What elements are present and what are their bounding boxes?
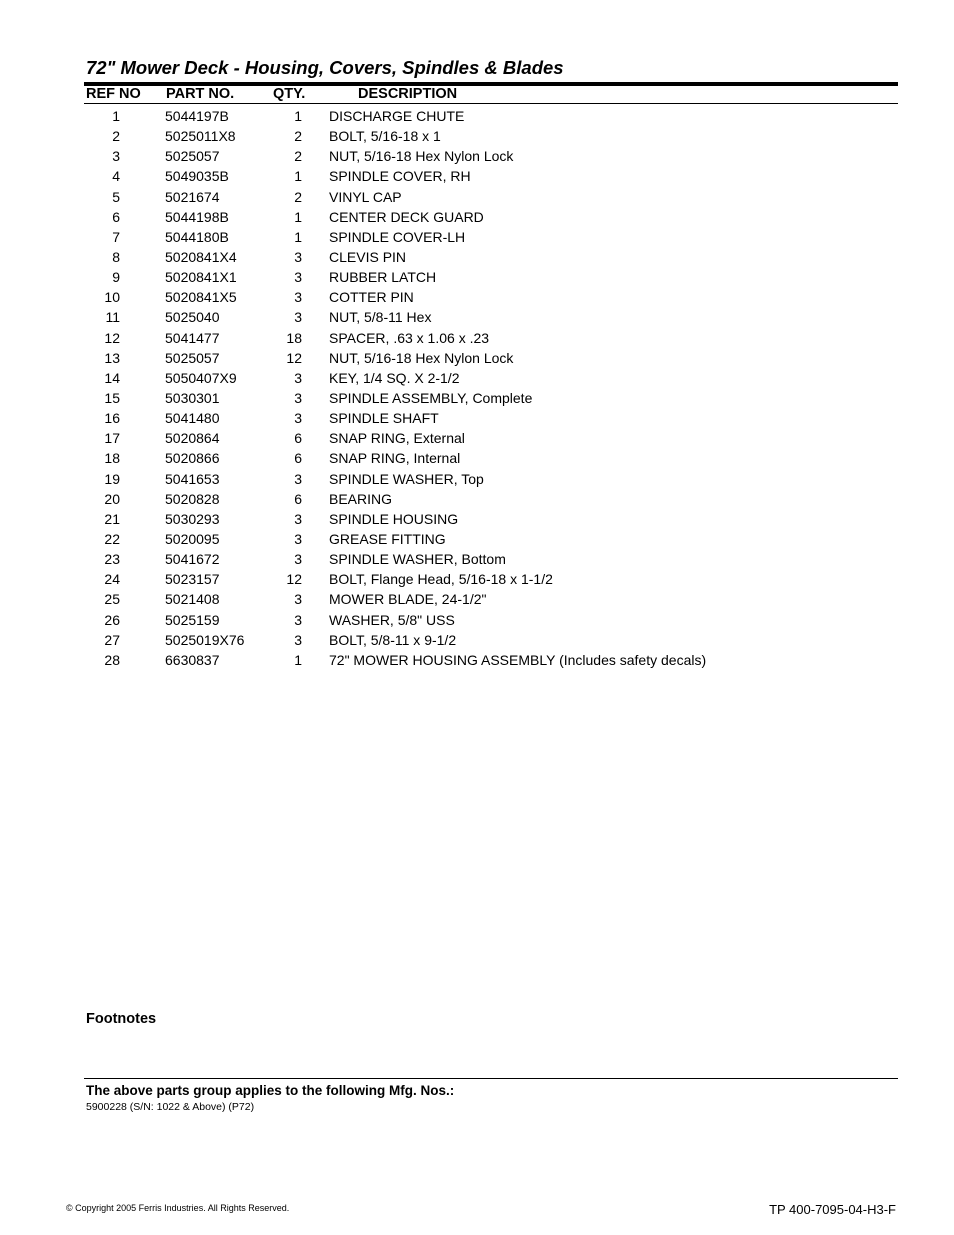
part-no-cell: 5020841X1 (165, 269, 237, 286)
description-cell: BEARING (329, 490, 393, 507)
part-no-cell: 5041653 (165, 470, 220, 487)
part-no-cell: 5025057 (165, 148, 220, 165)
description-cell: SPINDLE WASHER, Top (329, 470, 484, 487)
part-no-cell: 5020841X5 (165, 289, 237, 306)
ref-no-cell: 10 (104, 289, 120, 306)
part-no-cell: 5030293 (165, 510, 220, 527)
ref-no-cell: 20 (104, 490, 120, 507)
description-cell: BOLT, 5/16-18 x 1 (329, 128, 441, 145)
qty-cell: 6 (294, 430, 302, 447)
part-no-cell: 5025019X76 (165, 631, 245, 648)
part-no-cell: 5020095 (165, 530, 220, 547)
table-row (0, 349, 954, 369)
description-cell: SPINDLE HOUSING (329, 510, 459, 527)
qty-cell: 3 (294, 410, 302, 427)
table-row (0, 107, 954, 127)
qty-cell: 18 (286, 329, 302, 346)
part-no-cell: 5025057 (165, 349, 220, 366)
table-row (0, 389, 954, 409)
ref-no-cell: 8 (112, 248, 120, 265)
table-row (0, 308, 954, 328)
ref-no-cell: 11 (105, 309, 120, 326)
ref-no-cell: 22 (104, 530, 120, 547)
description-cell: 72" MOWER HOUSING ASSEMBLY (Includes safety decals) (329, 651, 707, 668)
qty-cell: 6 (294, 490, 302, 507)
table-row (0, 288, 954, 308)
header-description: DESCRIPTION (358, 86, 458, 102)
table-row (0, 369, 954, 389)
qty-cell: 1 (294, 208, 302, 225)
table-row (0, 188, 954, 208)
ref-no-cell: 16 (104, 410, 120, 427)
table-row (0, 208, 954, 228)
table-row (0, 429, 954, 449)
ref-no-cell: 19 (104, 470, 120, 487)
qty-cell: 3 (294, 551, 302, 568)
part-no-cell: 5021408 (165, 591, 220, 608)
qty-cell: 3 (294, 510, 302, 527)
mfg-numbers: 5900228 (S/N: 1022 & Above) (P72) (86, 1101, 255, 1113)
qty-cell: 3 (294, 289, 302, 306)
part-no-cell: 5044197B (165, 108, 229, 124)
qty-cell: 12 (286, 349, 302, 366)
ref-no-cell: 24 (104, 571, 120, 588)
qty-cell: 2 (294, 188, 302, 205)
ref-no-cell: 17 (104, 430, 120, 447)
qty-cell: 3 (294, 591, 302, 608)
description-cell: DISCHARGE CHUTE (329, 108, 465, 124)
ref-no-cell: 26 (104, 611, 120, 628)
part-no-cell: 5041477 (165, 329, 220, 346)
table-row (0, 268, 954, 288)
footnotes-heading: Footnotes (86, 1011, 157, 1027)
description-cell: SPINDLE COVER, RH (329, 168, 471, 185)
table-row (0, 570, 954, 590)
table-row (0, 530, 954, 550)
description-cell: NUT, 5/16-18 Hex Nylon Lock (329, 349, 514, 366)
description-cell: SPINDLE WASHER, Bottom (329, 551, 506, 568)
qty-cell: 2 (294, 148, 302, 165)
qty-cell: 3 (294, 389, 302, 406)
qty-cell: 2 (294, 128, 302, 145)
description-cell: SPINDLE COVER-LH (329, 228, 466, 245)
qty-cell: 3 (294, 369, 302, 386)
part-no-cell: 5020828 (165, 490, 220, 507)
description-cell: SNAP RING, Internal (329, 450, 461, 467)
header-ref-no: REF NO (86, 86, 141, 102)
qty-cell: 3 (294, 269, 302, 286)
ref-no-cell: 18 (104, 450, 120, 467)
ref-no-cell: 7 (112, 228, 120, 245)
part-no-cell: 5025159 (165, 611, 220, 628)
description-cell: KEY, 1/4 SQ. X 2-1/2 (329, 369, 460, 386)
table-row (0, 631, 954, 651)
qty-cell: 3 (294, 631, 302, 648)
qty-cell: 3 (294, 309, 302, 326)
table-row (0, 651, 954, 671)
ref-no-cell: 25 (104, 591, 120, 608)
ref-no-cell: 28 (104, 651, 120, 668)
part-no-cell: 5025011X8 (165, 128, 236, 145)
description-cell: CENTER DECK GUARD (329, 208, 484, 225)
part-no-cell: 5050407X9 (165, 369, 237, 386)
table-row (0, 611, 954, 631)
qty-cell: 12 (286, 571, 302, 588)
description-cell: MOWER BLADE, 24-1/2" (329, 591, 487, 608)
ref-no-cell: 5 (112, 188, 120, 205)
ref-no-cell: 15 (104, 389, 120, 406)
ref-no-cell: 13 (104, 349, 120, 366)
part-no-cell: 5041672 (165, 551, 220, 568)
part-no-cell: 5044198B (165, 208, 229, 225)
copyright-text: © Copyright 2005 Ferris Industries. All Rights Reserved. (66, 1203, 290, 1213)
table-row (0, 590, 954, 610)
table-row (0, 167, 954, 187)
part-no-cell: 5020841X4 (165, 248, 237, 265)
qty-cell: 1 (294, 228, 302, 245)
part-no-cell: 5020866 (165, 450, 220, 467)
description-cell: CLEVIS PIN (329, 248, 407, 265)
description-cell: RUBBER LATCH (329, 269, 437, 286)
table-row (0, 127, 954, 147)
part-no-cell: 5023157 (165, 571, 220, 588)
table-row (0, 409, 954, 429)
description-cell: NUT, 5/8-11 Hex (329, 309, 432, 326)
ref-no-cell: 27 (104, 631, 120, 648)
ref-no-cell: 1 (112, 108, 120, 124)
description-cell: NUT, 5/16-18 Hex Nylon Lock (329, 148, 514, 165)
part-no-cell: 5044180B (165, 228, 229, 245)
ref-no-cell: 9 (112, 269, 120, 286)
table-row (0, 147, 954, 167)
parts-table (0, 107, 954, 671)
description-cell: WASHER, 5/8" USS (329, 611, 455, 628)
description-cell: BOLT, Flange Head, 5/16-18 x 1-1/2 (329, 571, 553, 588)
ref-no-cell: 21 (104, 510, 120, 527)
ref-no-cell: 12 (104, 329, 120, 346)
description-cell: VINYL CAP (329, 188, 402, 205)
part-no-cell: 5049035B (165, 168, 229, 185)
description-cell: SPINDLE ASSEMBLY, Complete (329, 389, 533, 406)
part-no-cell: 5030301 (165, 389, 220, 406)
qty-cell: 1 (294, 108, 302, 124)
description-cell: BOLT, 5/8-11 x 9-1/2 (329, 631, 457, 648)
header-qty: QTY. (273, 86, 306, 102)
header-part-no: PART NO. (166, 86, 235, 102)
description-cell: GREASE FITTING (329, 530, 446, 547)
ref-no-cell: 14 (104, 369, 120, 386)
part-no-cell: 6630837 (165, 651, 220, 668)
qty-cell: 6 (294, 450, 302, 467)
table-row (0, 248, 954, 268)
table-row (0, 550, 954, 570)
part-no-cell: 5041480 (165, 410, 220, 427)
qty-cell: 3 (294, 611, 302, 628)
description-cell: SPACER, .63 x 1.06 x .23 (329, 329, 490, 346)
qty-cell: 3 (294, 470, 302, 487)
table-row (0, 470, 954, 490)
table-row (0, 228, 954, 248)
description-cell: SPINDLE SHAFT (329, 410, 439, 427)
table-row (0, 329, 954, 349)
document-number: TP 400-7095-04-H3-F (769, 1202, 896, 1217)
footer-divider (84, 1078, 898, 1079)
qty-cell: 1 (294, 168, 302, 185)
ref-no-cell: 4 (112, 168, 120, 185)
applies-heading: The above parts group applies to the following Mfg. Nos.: (86, 1083, 455, 1098)
ref-no-cell: 2 (112, 128, 120, 145)
description-cell: SNAP RING, External (329, 430, 465, 447)
header-divider (84, 103, 898, 104)
table-row (0, 510, 954, 530)
ref-no-cell: 3 (112, 148, 120, 165)
table-row (0, 449, 954, 469)
qty-cell: 3 (294, 530, 302, 547)
qty-cell: 3 (294, 248, 302, 265)
qty-cell: 1 (294, 651, 302, 668)
table-row (0, 490, 954, 510)
description-cell: COTTER PIN (329, 289, 414, 306)
part-no-cell: 5021674 (165, 188, 220, 205)
part-no-cell: 5020864 (165, 430, 220, 447)
part-no-cell: 5025040 (165, 309, 220, 326)
page-title: 72" Mower Deck - Housing, Covers, Spindles & Blades (86, 57, 564, 78)
ref-no-cell: 23 (104, 551, 120, 568)
ref-no-cell: 6 (112, 208, 120, 225)
